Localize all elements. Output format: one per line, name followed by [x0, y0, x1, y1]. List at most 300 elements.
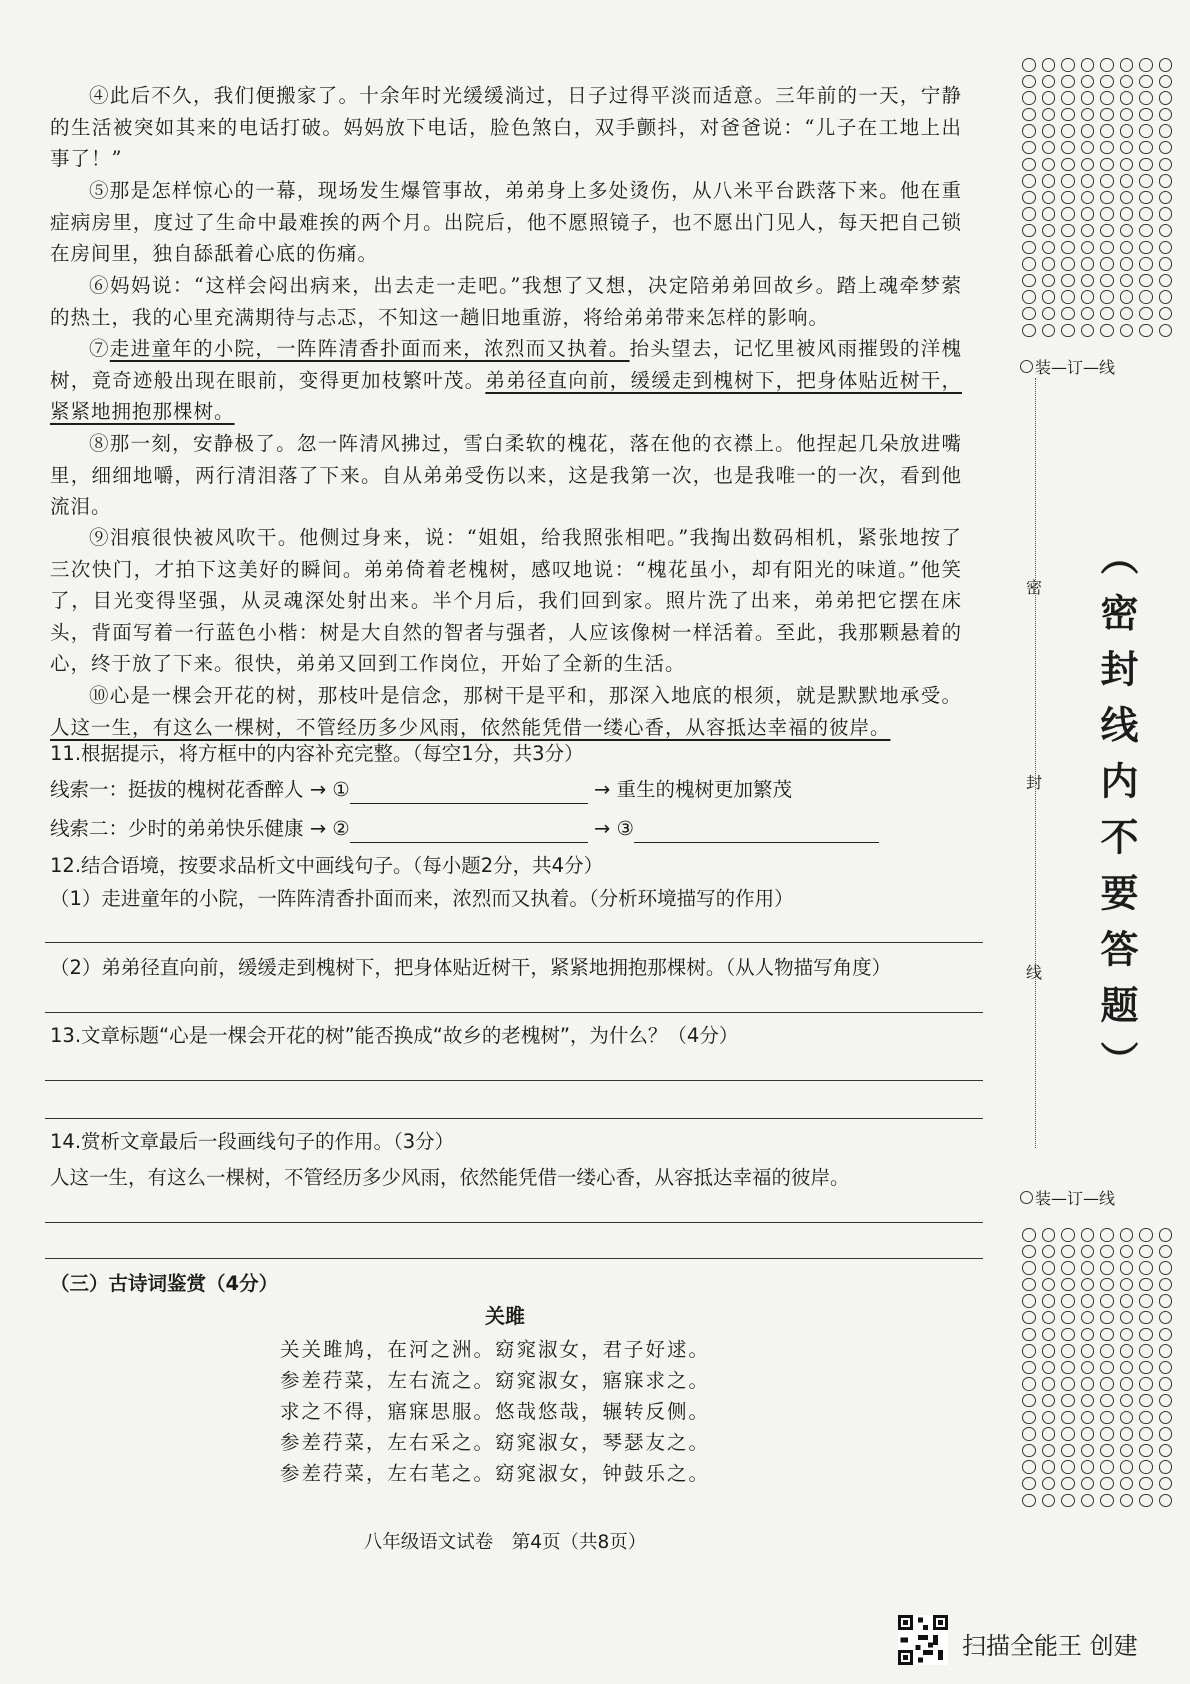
bubble-grid-top: [1022, 58, 1190, 340]
bubble-circle: [1081, 1261, 1095, 1275]
bubble-circle: [1100, 1460, 1114, 1474]
bubble-circle: [1022, 141, 1036, 155]
bubble-circle: [1139, 1344, 1153, 1358]
bubble-circle: [1139, 1278, 1153, 1292]
answer-line-12-2[interactable]: [45, 1012, 983, 1013]
bubble-circle: [1159, 1377, 1173, 1391]
answer-line-13-a[interactable]: [45, 1080, 983, 1081]
seal-char-1: 密: [1026, 578, 1043, 597]
binding-ring-icon: [1020, 360, 1033, 373]
bubble-circle: [1042, 158, 1056, 172]
paragraph-7: [50, 333, 962, 428]
bubble-circle: [1061, 241, 1075, 255]
bubble-circle: [1139, 257, 1153, 271]
bubble-circle: [1042, 91, 1056, 105]
bubble-circle: [1081, 1477, 1095, 1491]
bubble-circle: [1081, 124, 1095, 138]
bubble-circle: [1061, 75, 1075, 89]
bubble-circle: [1139, 174, 1153, 188]
bubble-circle: [1120, 257, 1134, 271]
bubble-circle: [1159, 207, 1173, 221]
bubble-circle: [1042, 1460, 1056, 1474]
paragraph-7-number: ⑦: [89, 337, 110, 360]
question-12-2: （2）弟弟径直向前，缓缓走到槐树下，把身体贴近树干，紧紧地拥抱那棵树。（从人物描写角度）: [50, 956, 892, 979]
bubble-circle: [1022, 324, 1036, 338]
bubble-circle: [1120, 1311, 1134, 1325]
bubble-circle: [1139, 1427, 1153, 1441]
bubble-circle: [1159, 58, 1173, 72]
bubble-circle: [1100, 1444, 1114, 1458]
bubble-circle: [1022, 1328, 1036, 1342]
bubble-circle: [1100, 1228, 1114, 1242]
bubble-circle: [1139, 1328, 1153, 1342]
paragraph-5: ⑤那是怎样惊心的一幕，现场发生爆管事故，弟弟身上多处烫伤，从八米平台跌落下来。他在重症病房里，度过了生命中最难挨的两个月。出院后，他不愿照镜子，也不愿出门见人，每天把自己锁在房间里，独自舔舐着心底的伤痛。: [50, 179, 962, 265]
bubble-circle: [1061, 141, 1075, 155]
bubble-circle: [1081, 307, 1095, 321]
bubble-circle: [1081, 1228, 1095, 1242]
bubble-circle: [1081, 1311, 1095, 1325]
binding-line-label: 装—订—线: [1035, 358, 1116, 377]
bubble-circle: [1159, 1344, 1173, 1358]
bubble-circle: [1081, 108, 1095, 122]
bubble-circle: [1139, 1477, 1153, 1491]
bubble-circle: [1061, 1228, 1075, 1242]
bubble-circle: [1139, 1245, 1153, 1259]
bubble-circle: [1139, 241, 1153, 255]
bubble-circle: [1139, 207, 1153, 221]
clue-2: [50, 815, 879, 843]
answer-line-12-1[interactable]: [45, 942, 983, 943]
answer-line-14-b[interactable]: [45, 1258, 983, 1259]
bubble-circle: [1081, 224, 1095, 238]
section-3-heading: （三）古诗词鉴赏（4分）: [50, 1272, 279, 1295]
bubble-circle: [1061, 1460, 1075, 1474]
underlined-sentence-final: 人这一生，有这么一棵树，不管经历多少风雨，依然能凭借一缕心香，从容抵达幸福的彼岸。: [50, 715, 891, 739]
bubble-circle: [1022, 1261, 1036, 1275]
bubble-circle: [1139, 324, 1153, 338]
bubble-circle: [1061, 191, 1075, 205]
bubble-circle: [1100, 274, 1114, 288]
bubble-circle: [1139, 58, 1153, 72]
bubble-circle: [1061, 1427, 1075, 1441]
bubble-circle: [1042, 1494, 1056, 1508]
bubble-circle: [1042, 1394, 1056, 1408]
bubble-circle: [1042, 1361, 1056, 1375]
bubble-circle: [1120, 174, 1134, 188]
bubble-circle: [1081, 324, 1095, 338]
bubble-circle: [1081, 1328, 1095, 1342]
bubble-circle: [1061, 1411, 1075, 1425]
bubble-circle: [1022, 207, 1036, 221]
bubble-circle: [1042, 1261, 1056, 1275]
question-12: 12.结合语境，按要求品析文中画线句子。（每小题2分，共4分）: [50, 854, 604, 877]
bubble-circle: [1042, 274, 1056, 288]
bubble-circle: [1139, 290, 1153, 304]
bubble-circle: [1100, 1294, 1114, 1308]
answer-blank-3[interactable]: [634, 820, 879, 843]
bubble-circle: [1061, 307, 1075, 321]
bubble-circle: [1100, 108, 1114, 122]
paragraph-8: ⑧那一刻，安静极了。忽一阵清风拂过，雪白柔软的槐花，落在他的衣襟上。他捏起几朵放进嘴里，细细地嚼，两行清泪落了下来。自从弟弟受伤以来，这是我第一次，也是我唯一的一次，看到他流泪。: [50, 432, 962, 518]
paragraph-10: [50, 680, 962, 743]
bubble-circle: [1100, 1361, 1114, 1375]
bubble-circle: [1120, 1228, 1134, 1242]
bubble-circle: [1042, 141, 1056, 155]
bubble-circle: [1120, 1427, 1134, 1441]
bubble-circle: [1042, 1228, 1056, 1242]
bubble-circle: [1159, 1494, 1173, 1508]
bubble-circle: [1159, 241, 1173, 255]
bubble-circle: [1022, 1477, 1036, 1491]
paragraph-6: ⑥妈妈说：“这样会闷出病来，出去走一走吧。”我想了又想，决定陪弟弟回故乡。踏上魂牵梦萦的热土，我的心里充满期待与忐忑，不知这一趟旧地重游，将给弟弟带来怎样的影响。: [50, 274, 962, 329]
bubble-circle: [1042, 1444, 1056, 1458]
bubble-circle: [1120, 1278, 1134, 1292]
question-14: 14.赏析文章最后一段画线句子的作用。（3分）: [50, 1130, 455, 1153]
bubble-circle: [1042, 124, 1056, 138]
bubble-circle: [1139, 91, 1153, 105]
bubble-circle: [1120, 1294, 1134, 1308]
bubble-circle: [1139, 1444, 1153, 1458]
answer-blank-1[interactable]: [350, 781, 588, 804]
bubble-circle: [1061, 1494, 1075, 1508]
bubble-circle: [1159, 1278, 1173, 1292]
bubble-circle: [1159, 1311, 1173, 1325]
qr-code-icon: [898, 1615, 948, 1665]
bubble-circle: [1100, 1278, 1114, 1292]
bubble-circle: [1042, 1245, 1056, 1259]
bubble-circle: [1100, 141, 1114, 155]
bubble-circle: [1100, 75, 1114, 89]
bubble-circle: [1022, 307, 1036, 321]
bubble-circle: [1120, 75, 1134, 89]
bubble-circle: [1081, 58, 1095, 72]
bubble-circle: [1139, 141, 1153, 155]
bubble-circle: [1120, 1377, 1134, 1391]
bubble-circle: [1120, 224, 1134, 238]
bubble-circle: [1061, 274, 1075, 288]
bubble-circle: [1139, 1361, 1153, 1375]
bubble-circle: [1081, 1361, 1095, 1375]
bubble-circle: [1120, 241, 1134, 255]
bubble-circle: [1022, 108, 1036, 122]
bubble-circle: [1120, 1477, 1134, 1491]
bubble-circle: [1159, 324, 1173, 338]
bubble-circle: [1061, 1261, 1075, 1275]
bubble-circle: [1022, 1411, 1036, 1425]
bubble-circle: [1081, 75, 1095, 89]
bubble-circle: [1120, 1245, 1134, 1259]
bubble-circle: [1022, 75, 1036, 89]
bubble-circle: [1159, 1228, 1173, 1242]
bubble-circle: [1042, 174, 1056, 188]
bubble-circle: [1022, 174, 1036, 188]
bubble-circle: [1100, 257, 1114, 271]
bubble-circle: [1081, 1460, 1095, 1474]
bubble-circle: [1159, 191, 1173, 205]
bubble-circle: [1061, 1278, 1075, 1292]
bubble-circle: [1022, 1394, 1036, 1408]
bubble-circle: [1022, 1460, 1036, 1474]
bubble-circle: [1022, 1278, 1036, 1292]
bubble-circle: [1100, 124, 1114, 138]
bubble-circle: [1159, 224, 1173, 238]
bubble-circle: [1061, 207, 1075, 221]
bubble-circle: [1081, 1377, 1095, 1391]
bubble-circle: [1022, 1311, 1036, 1325]
bubble-circle: [1139, 158, 1153, 172]
bubble-circle: [1081, 257, 1095, 271]
bubble-circle: [1100, 91, 1114, 105]
bubble-circle: [1022, 1294, 1036, 1308]
bubble-circle: [1042, 108, 1056, 122]
bubble-circle: [1159, 1460, 1173, 1474]
bubble-circle: [1022, 241, 1036, 255]
bubble-circle: [1081, 1494, 1095, 1508]
answer-line-13-b[interactable]: [45, 1118, 983, 1119]
bubble-circle: [1042, 207, 1056, 221]
bubble-circle: [1100, 1344, 1114, 1358]
bubble-circle: [1120, 191, 1134, 205]
bubble-circle: [1022, 124, 1036, 138]
binding-ring-icon: [1020, 1191, 1033, 1204]
bubble-circle: [1042, 224, 1056, 238]
bubble-circle: [1139, 1311, 1153, 1325]
bubble-circle: [1139, 191, 1153, 205]
binding-line-bottom: [1020, 1186, 1115, 1209]
bubble-circle: [1139, 75, 1153, 89]
bubble-circle: [1042, 1411, 1056, 1425]
bubble-circle: [1120, 91, 1134, 105]
bubble-circle: [1081, 1278, 1095, 1292]
bubble-circle: [1139, 1294, 1153, 1308]
bubble-circle: [1081, 207, 1095, 221]
bubble-circle: [1081, 1411, 1095, 1425]
bubble-circle: [1120, 1494, 1134, 1508]
bubble-circle: [1159, 1328, 1173, 1342]
bubble-circle: [1139, 1394, 1153, 1408]
bubble-circle: [1042, 1377, 1056, 1391]
bubble-circle: [1159, 1394, 1173, 1408]
bubble-circle: [1120, 108, 1134, 122]
bubble-circle: [1100, 1261, 1114, 1275]
bubble-circle: [1042, 191, 1056, 205]
bubble-circle: [1022, 1494, 1036, 1508]
bubble-circle: [1159, 274, 1173, 288]
bubble-circle: [1042, 1328, 1056, 1342]
poem-title: 关雎: [485, 1304, 525, 1328]
bubble-circle: [1100, 1328, 1114, 1342]
bubble-circle: [1022, 274, 1036, 288]
bubble-circle: [1081, 1427, 1095, 1441]
bubble-circle: [1081, 1444, 1095, 1458]
bubble-circle: [1042, 1311, 1056, 1325]
bubble-circle: [1100, 241, 1114, 255]
bubble-circle: [1139, 274, 1153, 288]
poem-line: 参差荇菜，左右采之。窈窕淑女，琴瑟友之。: [280, 1431, 711, 1454]
bubble-circle: [1061, 257, 1075, 271]
bubble-circle: [1061, 1394, 1075, 1408]
bubble-circle: [1100, 1477, 1114, 1491]
bubble-circle: [1100, 207, 1114, 221]
bubble-circle: [1159, 1411, 1173, 1425]
bubble-circle: [1159, 1361, 1173, 1375]
bubble-circle: [1061, 1377, 1075, 1391]
clue-1-start: 线索一：挺拔的槐树花香醉人 → ①: [50, 778, 350, 801]
bubble-circle: [1100, 158, 1114, 172]
bubble-circle: [1100, 1494, 1114, 1508]
seal-char-3: 线: [1026, 963, 1043, 982]
bubble-circle: [1081, 290, 1095, 304]
bubble-circle: [1081, 91, 1095, 105]
bubble-circle: [1100, 191, 1114, 205]
bubble-circle: [1061, 224, 1075, 238]
paragraph-10-text: ⑩心是一棵会开花的树，那枝叶是信念，那树干是平和，那深入地底的根须，就是默默地承受。: [89, 684, 962, 707]
scanner-watermark: 扫描全能王 创建: [962, 1632, 1138, 1660]
bubble-circle: [1120, 1361, 1134, 1375]
bubble-circle: [1042, 1427, 1056, 1441]
answer-blank-2[interactable]: [350, 820, 588, 843]
bubble-circle: [1139, 1228, 1153, 1242]
bubble-circle: [1100, 324, 1114, 338]
bubble-circle: [1042, 307, 1056, 321]
seal-dotted-line: [1035, 378, 1036, 1148]
bubble-circle: [1100, 1427, 1114, 1441]
bubble-circle: [1159, 141, 1173, 155]
bubble-circle: [1100, 174, 1114, 188]
bubble-circle: [1022, 1228, 1036, 1242]
bubble-circle: [1120, 1460, 1134, 1474]
bubble-circle: [1042, 75, 1056, 89]
bubble-circle: [1120, 324, 1134, 338]
clue-1-end: → 重生的槐树更加繁茂: [593, 778, 792, 801]
bubble-circle: [1120, 274, 1134, 288]
bubble-circle: [1120, 207, 1134, 221]
bubble-circle: [1022, 91, 1036, 105]
bubble-circle: [1120, 1444, 1134, 1458]
bubble-circle: [1159, 124, 1173, 138]
seal-notice: （密封线内不要答题）: [1094, 537, 1138, 1097]
binding-line-top: [1020, 355, 1115, 378]
bubble-circle: [1081, 1294, 1095, 1308]
bubble-circle: [1120, 1344, 1134, 1358]
bubble-circle: [1081, 174, 1095, 188]
paragraph-4: ④此后不久，我们便搬家了。十余年时光缓缓淌过，日子过得平淡而适意。三年前的一天，宁静的生活被突如其来的电话打破。妈妈放下电话，脸色煞白，双手颤抖，对爸爸说：“儿子在工地上出事了！”: [50, 84, 962, 170]
question-12-1: （1）走进童年的小院，一阵阵清香扑面而来，浓烈而又执着。（分析环境描写的作用）: [50, 887, 794, 910]
bubble-circle: [1159, 1444, 1173, 1458]
bubble-circle: [1139, 1460, 1153, 1474]
bubble-circle: [1061, 158, 1075, 172]
bubble-circle: [1100, 1245, 1114, 1259]
bubble-circle: [1159, 174, 1173, 188]
bubble-circle: [1139, 1261, 1153, 1275]
bubble-circle: [1139, 124, 1153, 138]
bubble-circle: [1022, 58, 1036, 72]
bubble-circle: [1159, 257, 1173, 271]
poem-line: 关关雎鸠，在河之洲。窈窕淑女，君子好逑。: [280, 1338, 711, 1361]
bubble-circle: [1139, 108, 1153, 122]
question-13: 13.文章标题“心是一棵会开花的树”能否换成“故乡的老槐树”，为什么？（4分）: [50, 1024, 739, 1047]
bubble-circle: [1100, 1411, 1114, 1425]
bubble-circle: [1159, 91, 1173, 105]
question-14-quote: 人这一生，有这么一棵树，不管经历多少风雨，依然能凭借一缕心香，从容抵达幸福的彼岸。: [50, 1166, 850, 1189]
binding-line-label: 装—订—线: [1035, 1189, 1116, 1208]
clue-2-end: → ③: [593, 817, 634, 840]
bubble-circle: [1061, 124, 1075, 138]
clue-1: [50, 776, 792, 804]
bubble-circle: [1061, 1245, 1075, 1259]
bubble-circle: [1081, 1344, 1095, 1358]
bubble-circle: [1159, 75, 1173, 89]
underlined-sentence-1: 走进童年的小院，一阵阵清香扑面而来，浓烈而又执着。: [109, 337, 630, 360]
bubble-circle: [1081, 274, 1095, 288]
bubble-circle: [1022, 1427, 1036, 1441]
clue-2-start: 线索二：少时的弟弟快乐健康 → ②: [50, 817, 350, 840]
bubble-circle: [1100, 224, 1114, 238]
bubble-circle: [1061, 1444, 1075, 1458]
bubble-circle: [1139, 1494, 1153, 1508]
bubble-circle: [1139, 224, 1153, 238]
bubble-circle: [1120, 1411, 1134, 1425]
bubble-circle: [1042, 257, 1056, 271]
bubble-circle: [1139, 307, 1153, 321]
bubble-circle: [1120, 158, 1134, 172]
bubble-circle: [1120, 58, 1134, 72]
bubble-circle: [1022, 1444, 1036, 1458]
bubble-circle: [1159, 158, 1173, 172]
bubble-circle: [1022, 1377, 1036, 1391]
bubble-circle: [1061, 290, 1075, 304]
bubble-circle: [1081, 1394, 1095, 1408]
bubble-circle: [1061, 91, 1075, 105]
bubble-circle: [1061, 1477, 1075, 1491]
bubble-circle: [1061, 1294, 1075, 1308]
bubble-circle: [1042, 324, 1056, 338]
bubble-circle: [1042, 1278, 1056, 1292]
bubble-circle: [1042, 1344, 1056, 1358]
paragraph-7-middle: 抬头望去，记忆里被风雨摧毁的洋槐树，竟奇迹般出现在眼前，变得更加枝繁叶茂。: [50, 337, 962, 392]
bubble-circle: [1022, 1344, 1036, 1358]
bubble-circle: [1159, 1477, 1173, 1491]
bubble-circle: [1042, 1294, 1056, 1308]
bubble-circle: [1100, 307, 1114, 321]
bubble-circle: [1159, 1245, 1173, 1259]
poem-line: 参差荇菜，左右芼之。窈窕淑女，钟鼓乐之。: [280, 1462, 711, 1485]
bubble-circle: [1081, 241, 1095, 255]
bubble-circle: [1042, 290, 1056, 304]
bubble-circle: [1022, 224, 1036, 238]
bubble-circle: [1022, 1361, 1036, 1375]
bubble-circle: [1159, 108, 1173, 122]
bubble-circle: [1061, 1344, 1075, 1358]
bubble-circle: [1022, 257, 1036, 271]
bubble-circle: [1022, 158, 1036, 172]
bubble-circle: [1120, 141, 1134, 155]
bubble-circle: [1159, 1427, 1173, 1441]
bubble-circle: [1022, 191, 1036, 205]
bubble-circle: [1022, 1245, 1036, 1259]
bubble-circle: [1120, 290, 1134, 304]
bubble-circle: [1022, 290, 1036, 304]
poem-line: 求之不得，寤寐思服。悠哉悠哉，辗转反侧。: [280, 1400, 711, 1423]
underlined-sentence-2: 弟弟径直向前，缓缓走到槐树下，把身体贴近树干，紧紧地拥抱那棵树。: [50, 368, 962, 423]
bubble-circle: [1159, 1294, 1173, 1308]
question-11: 11.根据提示，将方框中的内容补充完整。（每空1分，共3分）: [50, 742, 584, 765]
bubble-circle: [1159, 1261, 1173, 1275]
paragraph-9: ⑨泪痕很快被风吹干。他侧过身来，说：“姐姐，给我照张相吧。”我掏出数码相机，紧张地按了三次快门，才拍下这美好的瞬间。弟弟倚着老槐树，感叹地说：“槐花虽小，却有阳光的味道。”他笑了，目光变得坚强，从灵魂深处射出来。半个月后，我们回到家。照片洗了出来，弟弟把它摆在床头，背面写着一行蓝色小楷：树是大自然的智者与强者，人应该像树一样活着。至此，我那颗悬着的心，终于放了下来。很快，弟弟又回到工作岗位，开始了全新的生活。: [50, 526, 962, 675]
answer-line-14-a[interactable]: [45, 1222, 983, 1223]
bubble-circle: [1120, 1261, 1134, 1275]
page-footer: 八年级语文试卷 第4页（共8页）: [363, 1532, 647, 1553]
